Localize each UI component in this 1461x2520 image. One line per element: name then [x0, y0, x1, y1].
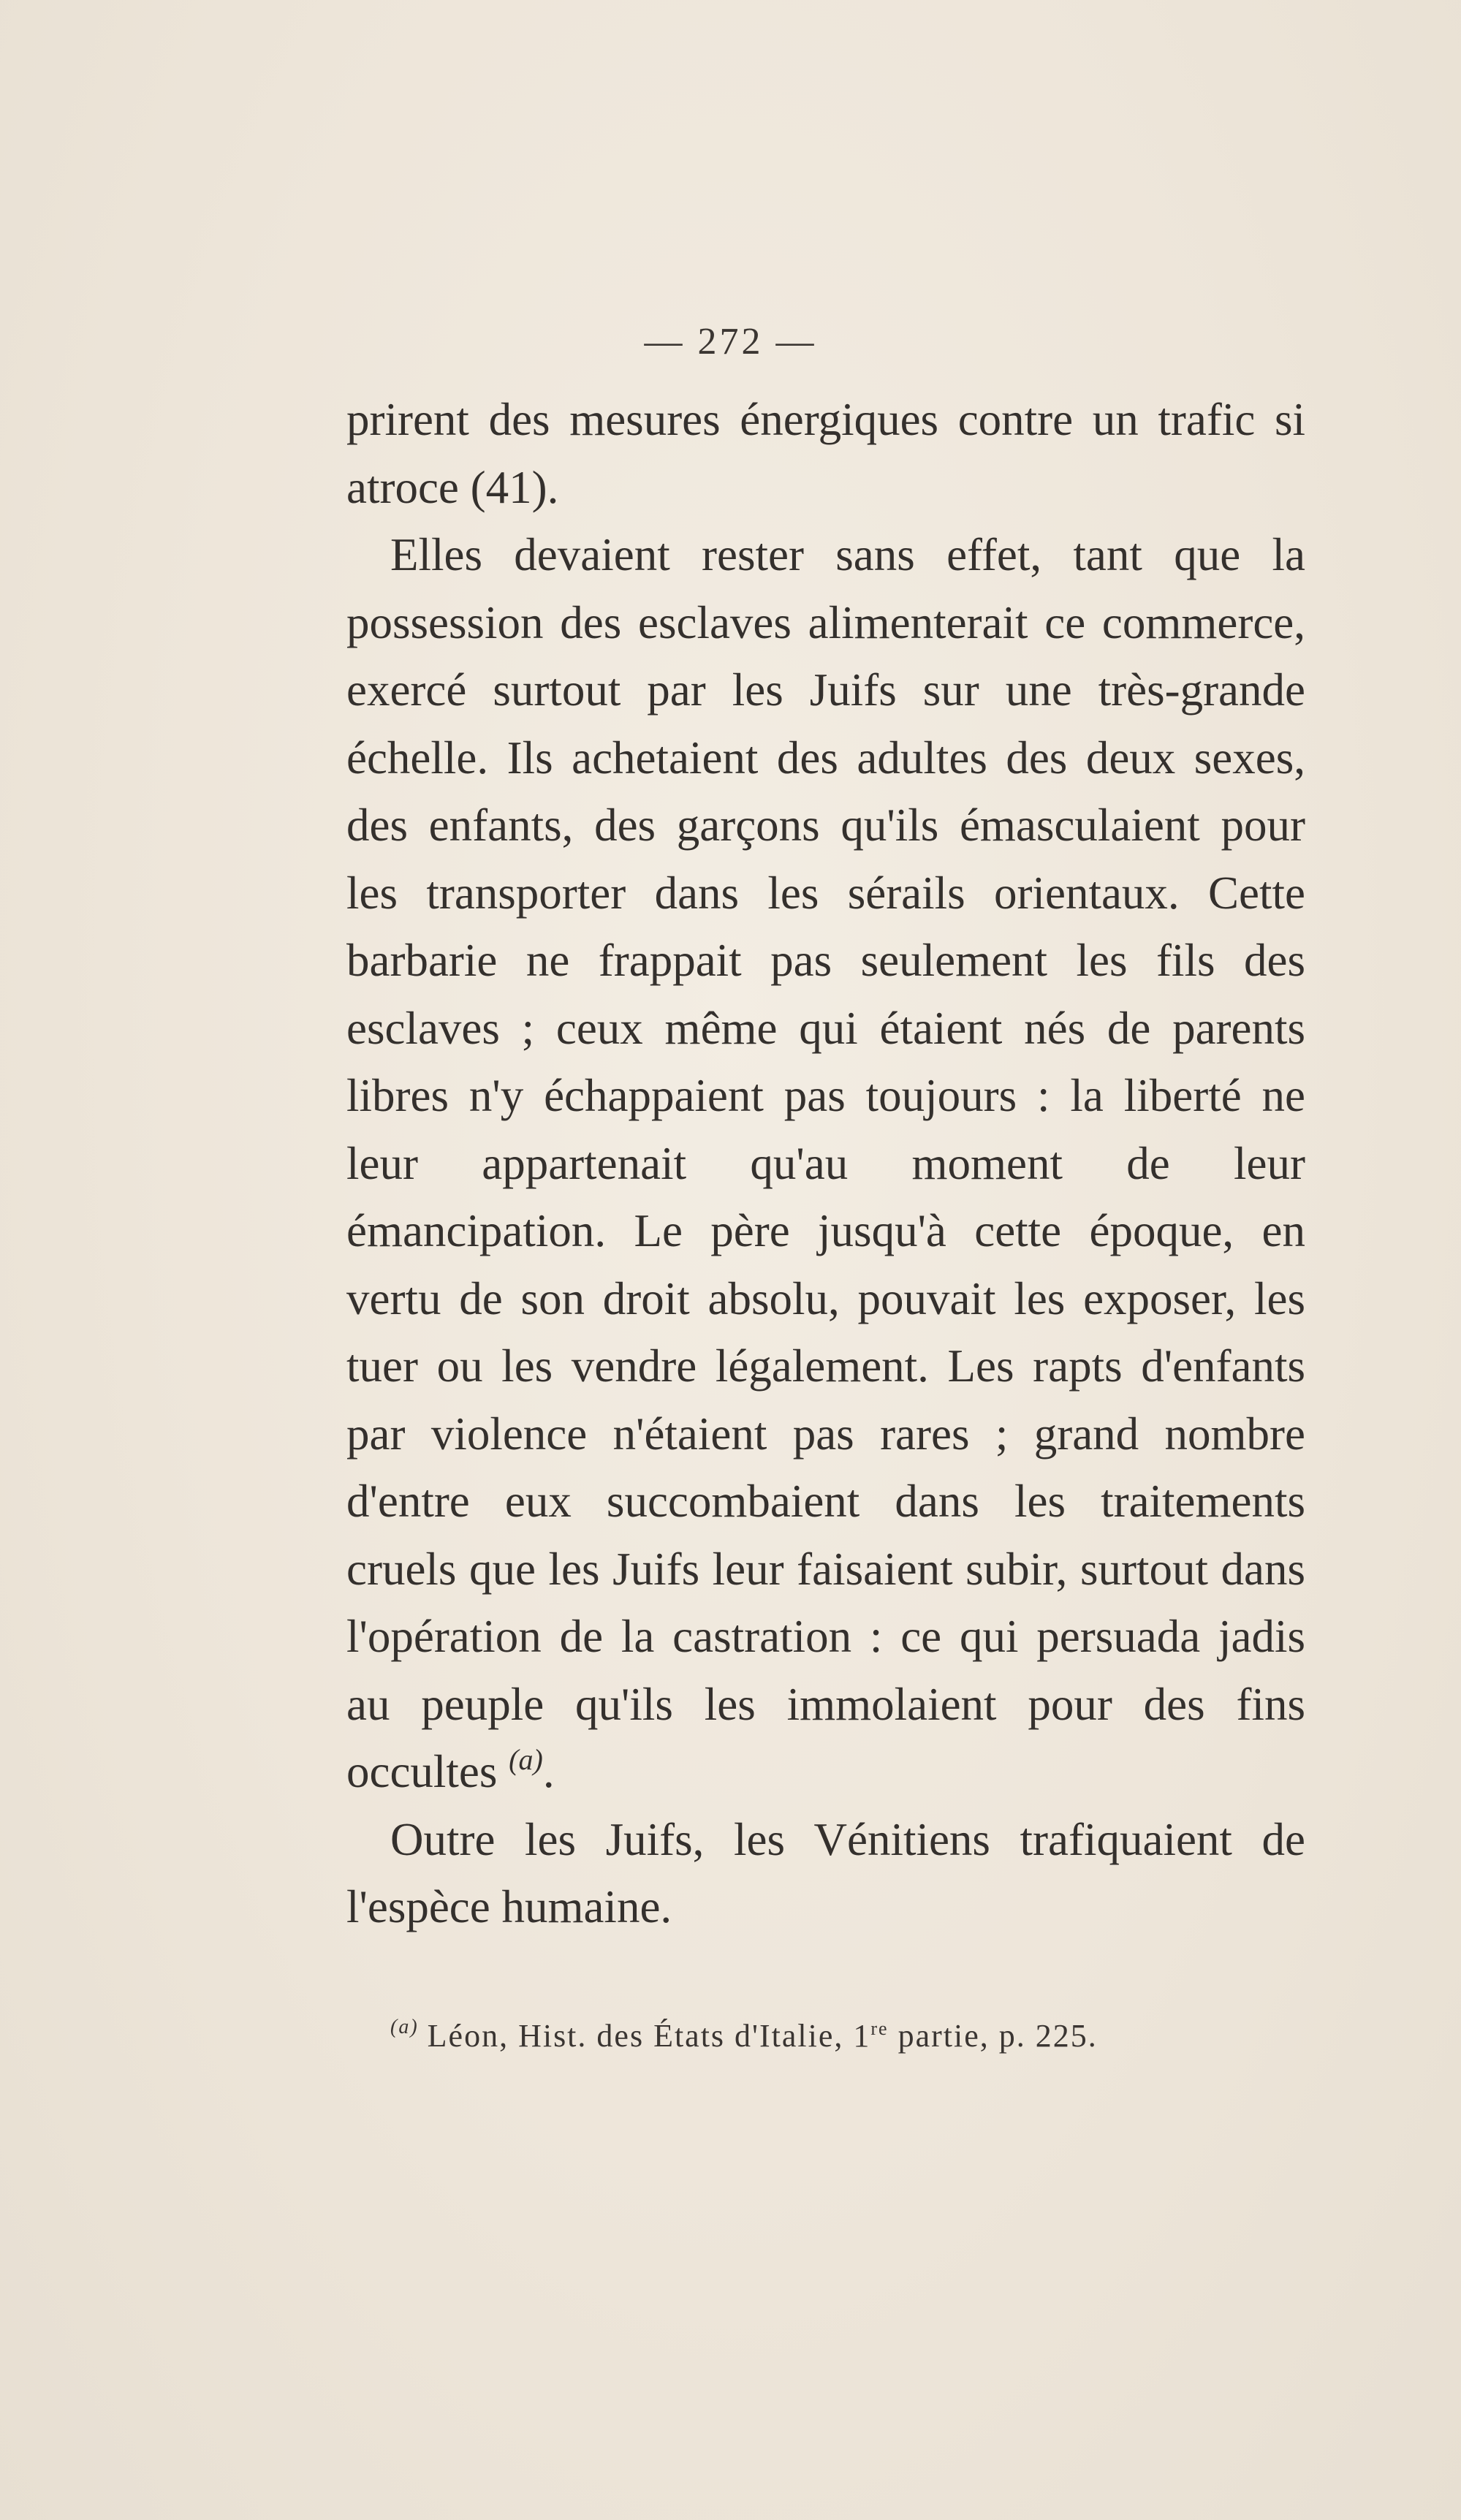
footnote-ordinal: re [870, 2018, 889, 2039]
footnote-text-before: Léon, Hist. des États d'Italie, 1 [427, 2018, 871, 2054]
footnote-text-after: partie, p. 225. [888, 2018, 1098, 2054]
paragraph-1: prirent des mesures énergiques contre un trafic si atroce (41). [346, 394, 1305, 513]
paragraph-3: Outre les Juifs, les Vénitiens trafiquaient de l'espèce humaine. [346, 1813, 1305, 1932]
footnote-reference: (a) [509, 1743, 543, 1776]
paragraph-2-text: Elles devaient rester sans effet, tant que la possession des esclaves alimenterait ce commerce, exercé surtout par les Juifs sur une très-grande échelle. Ils achetaient des adultes des deux sexes, des enfants, des garçons qu'ils émasculaient pour les transporter dans les sérails orientaux. Cette barbarie ne frappait pas seulement les fils des esclaves ; ceux même qui étaient nés de parents libres n'y échappaient pas toujours : la liberté ne leur appartenait qu'au moment de leur émancipation. Le père jusqu'à cette époque, en vertu de son droit absolu, pouvait les exposer, les tuer ou les vendre légalement. Les rapts d'enfants par violence n'étaient pas rares ; grand nombre d'entre eux succombaient dans les traitements cruels que les Juifs leur faisaient subir, surtout dans l'opération de la castration : ce qui persuada jadis au peuple qu'ils les immolaient pour des fins occultes [346, 529, 1305, 1797]
paragraph-2-end: . [542, 1746, 555, 1797]
page-number: — 272 — [644, 321, 817, 363]
paragraph-2 [346, 521, 1305, 1806]
body-text [346, 386, 1305, 1941]
footnote-marker: (a) [390, 2016, 419, 2038]
footnote [390, 2017, 1326, 2054]
